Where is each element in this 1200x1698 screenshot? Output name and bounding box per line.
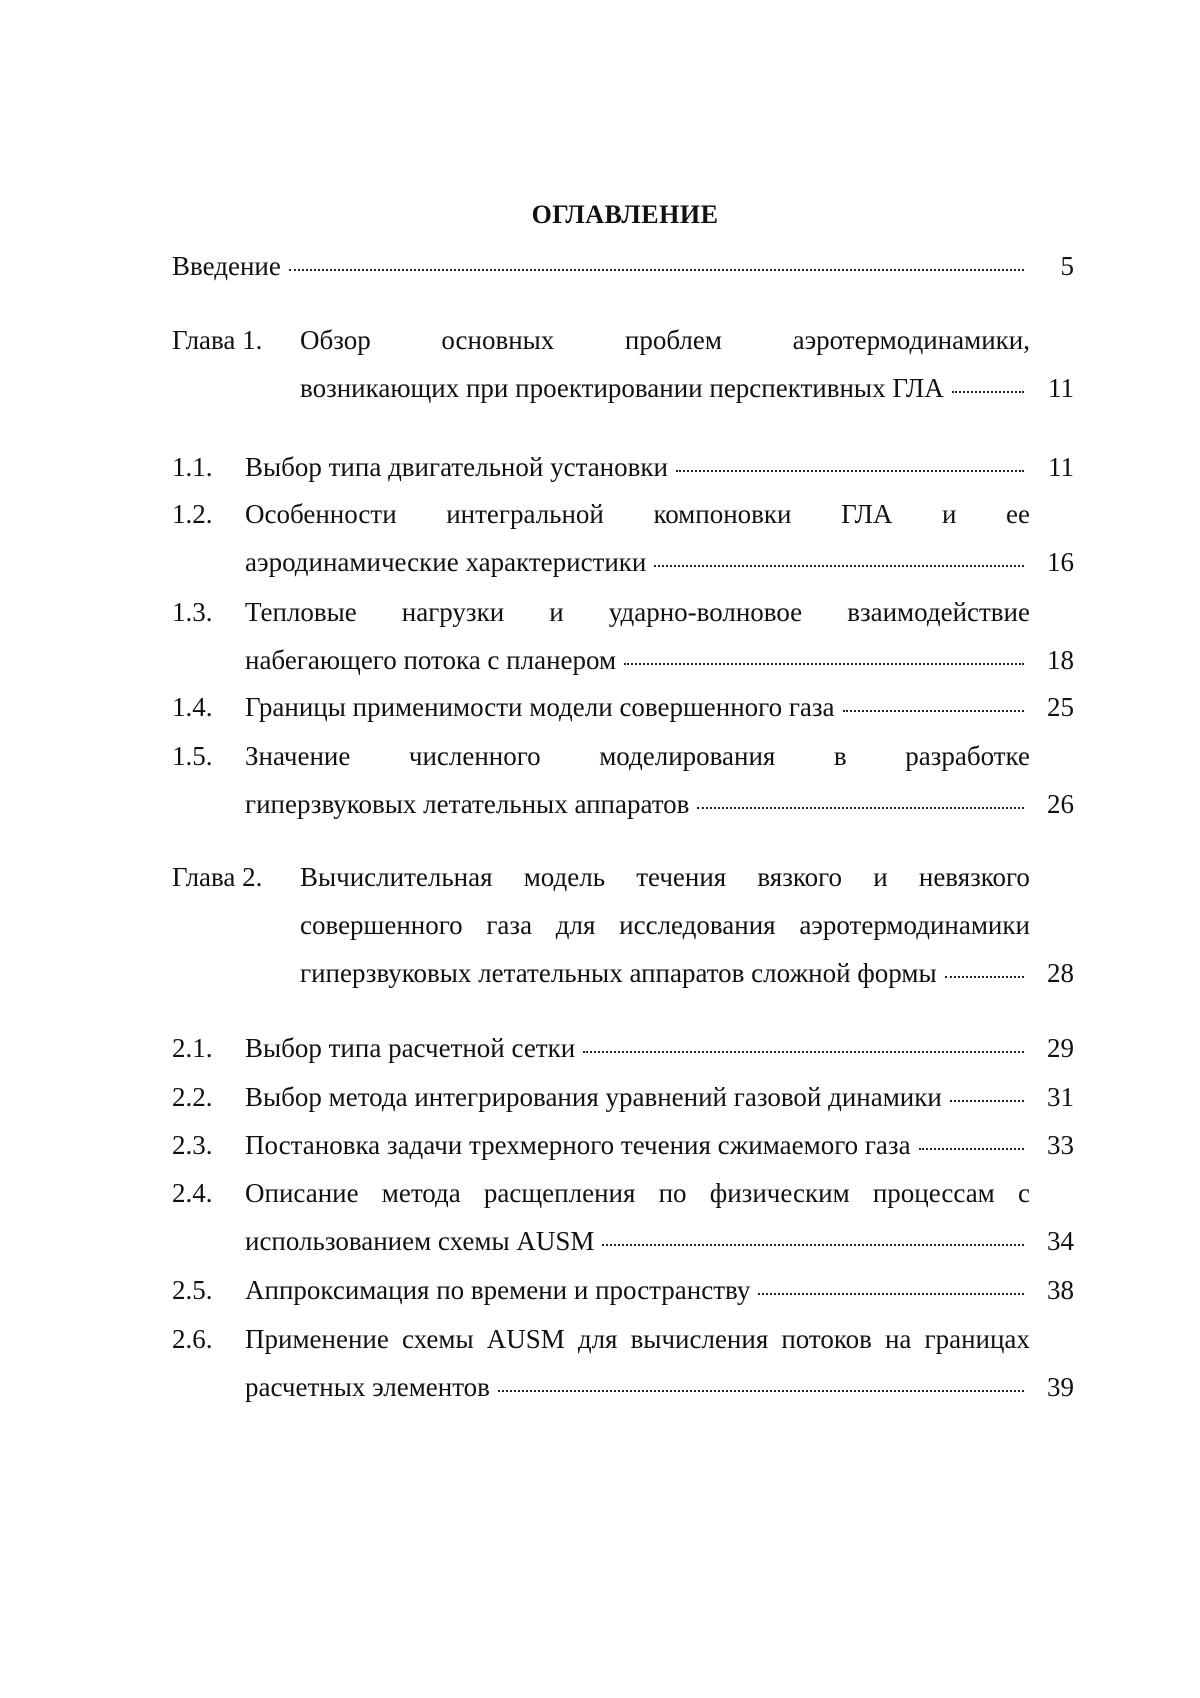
toc-entry-title: расчетных элементов [245,1372,490,1402]
toc-page-number: 28 [1047,958,1074,988]
toc-entry-number: 1.3. [172,597,213,627]
toc-page-number: 5 [1060,251,1074,281]
toc-entry-title: гиперзвуковых летательных аппаратов сложной формы [300,958,937,988]
toc-entry-title-line [245,780,1030,828]
toc-entry-title-line [300,364,1030,412]
dot-leader [952,390,1024,393]
toc-page-number: 11 [1048,452,1074,482]
toc-entry-title-line: Значение численного моделирования в разработке [245,741,1030,771]
toc-entry-number: 2.1. [172,1033,213,1063]
toc-entry-title: набегающего потока с планером [245,645,617,675]
toc-entry-title: Аппроксимация по времени и пространству [245,1275,751,1305]
toc-page-number: 16 [1047,547,1074,577]
toc-entry-title-line: Описание метода расщепления по физическим процессам с [245,1178,1030,1208]
toc-entry-title-line [245,538,1030,586]
toc-entry-title-line: Вычислительная модель течения вязкого и невязкого [300,862,1030,892]
toc-page-number: 25 [1047,692,1074,722]
toc-entry-title-line: Тепловые нагрузки и ударно-волновое взаимодействие [245,597,1030,627]
toc-entry-title-line [245,683,1030,731]
toc-page-number: 18 [1047,645,1074,675]
toc-page-number: 33 [1047,1130,1074,1160]
toc-entry-title: гиперзвуковых летательных аппаратов [245,789,690,819]
toc-entry-number: Глава 2. [172,862,263,892]
toc-entry-number: 2.5. [172,1275,213,1305]
toc-entry-title: Выбор типа расчетной сетки [245,1033,576,1063]
toc-page-number: 39 [1047,1372,1074,1402]
toc-entry-number: 1.4. [172,692,213,722]
toc-page-number: 29 [1047,1033,1074,1063]
toc-entry-number: Глава 1. [172,325,263,355]
dot-leader [583,1050,1024,1053]
toc-entry-number: 1.2. [172,499,213,529]
dot-leader [498,1389,1024,1392]
toc-entry-title-line: Применение схемы AUSM для вычисления потоков на границах [245,1324,1030,1354]
dot-leader [919,1147,1024,1150]
dot-leader [654,564,1024,567]
toc-page-number: 38 [1047,1275,1074,1305]
toc-entry-title-line [245,1217,1030,1265]
toc-entry-title: Введение [172,251,281,281]
dot-leader [289,268,1024,271]
dot-leader [945,975,1024,978]
toc-entry-number: 2.6. [172,1324,213,1354]
toc-entry-title-line [300,949,1030,997]
toc-page-number: 31 [1047,1082,1074,1112]
toc-entry-title: аэродинамические характеристики [245,547,647,577]
toc-entry-title: использованием схемы AUSM [245,1226,595,1256]
dot-leader [950,1099,1024,1102]
toc-entry-title-line: Обзор основных проблем аэротермодинамики, [300,325,1030,355]
toc-entry-title: Выбор типа двигательной установки [245,452,668,482]
dot-leader [697,806,1024,809]
dot-leader [843,709,1024,712]
toc-entry-number: 1.1. [172,452,213,482]
toc-page-number: 34 [1047,1226,1074,1256]
toc-entry-title-line [245,1363,1030,1411]
toc-entry-title-line: совершенного газа для исследования аэротермодинамики [300,910,1030,940]
toc-entry-title-line [245,1024,1030,1072]
toc-entry-title-line: Особенности интегральной компоновки ГЛА и ее [245,499,1030,529]
toc-page-number: 11 [1048,373,1074,403]
toc-entry-title-line [245,1073,1030,1121]
toc-entry-title: Выбор метода интегрирования уравнений газовой динамики [245,1082,942,1112]
toc-entry-number: 2.4. [172,1178,213,1208]
dot-leader [758,1292,1024,1295]
toc-page-number: 26 [1047,789,1074,819]
toc-entry-title: возникающих при проектировании перспективных ГЛА [300,373,944,403]
toc-entry-title-line [245,1266,1030,1314]
toc-entry-title-line [245,1121,1030,1169]
toc-entry-title: Границы применимости модели совершенного газа [245,692,835,722]
dot-leader [624,662,1024,665]
toc-entry-number: 2.3. [172,1130,213,1160]
toc-entry-number: 1.5. [172,741,213,771]
page-title: ОГЛАВЛЕНИЕ [531,200,719,229]
dot-leader [602,1243,1024,1246]
dot-leader [676,469,1024,472]
toc-entry-number: 2.2. [172,1082,213,1112]
toc-entry-title-line [245,443,1030,491]
toc-entry-title: Постановка задачи трехмерного течения сжимаемого газа [245,1130,911,1160]
toc-entry-title-line [245,636,1030,684]
toc-entry-title-line [172,242,1030,290]
